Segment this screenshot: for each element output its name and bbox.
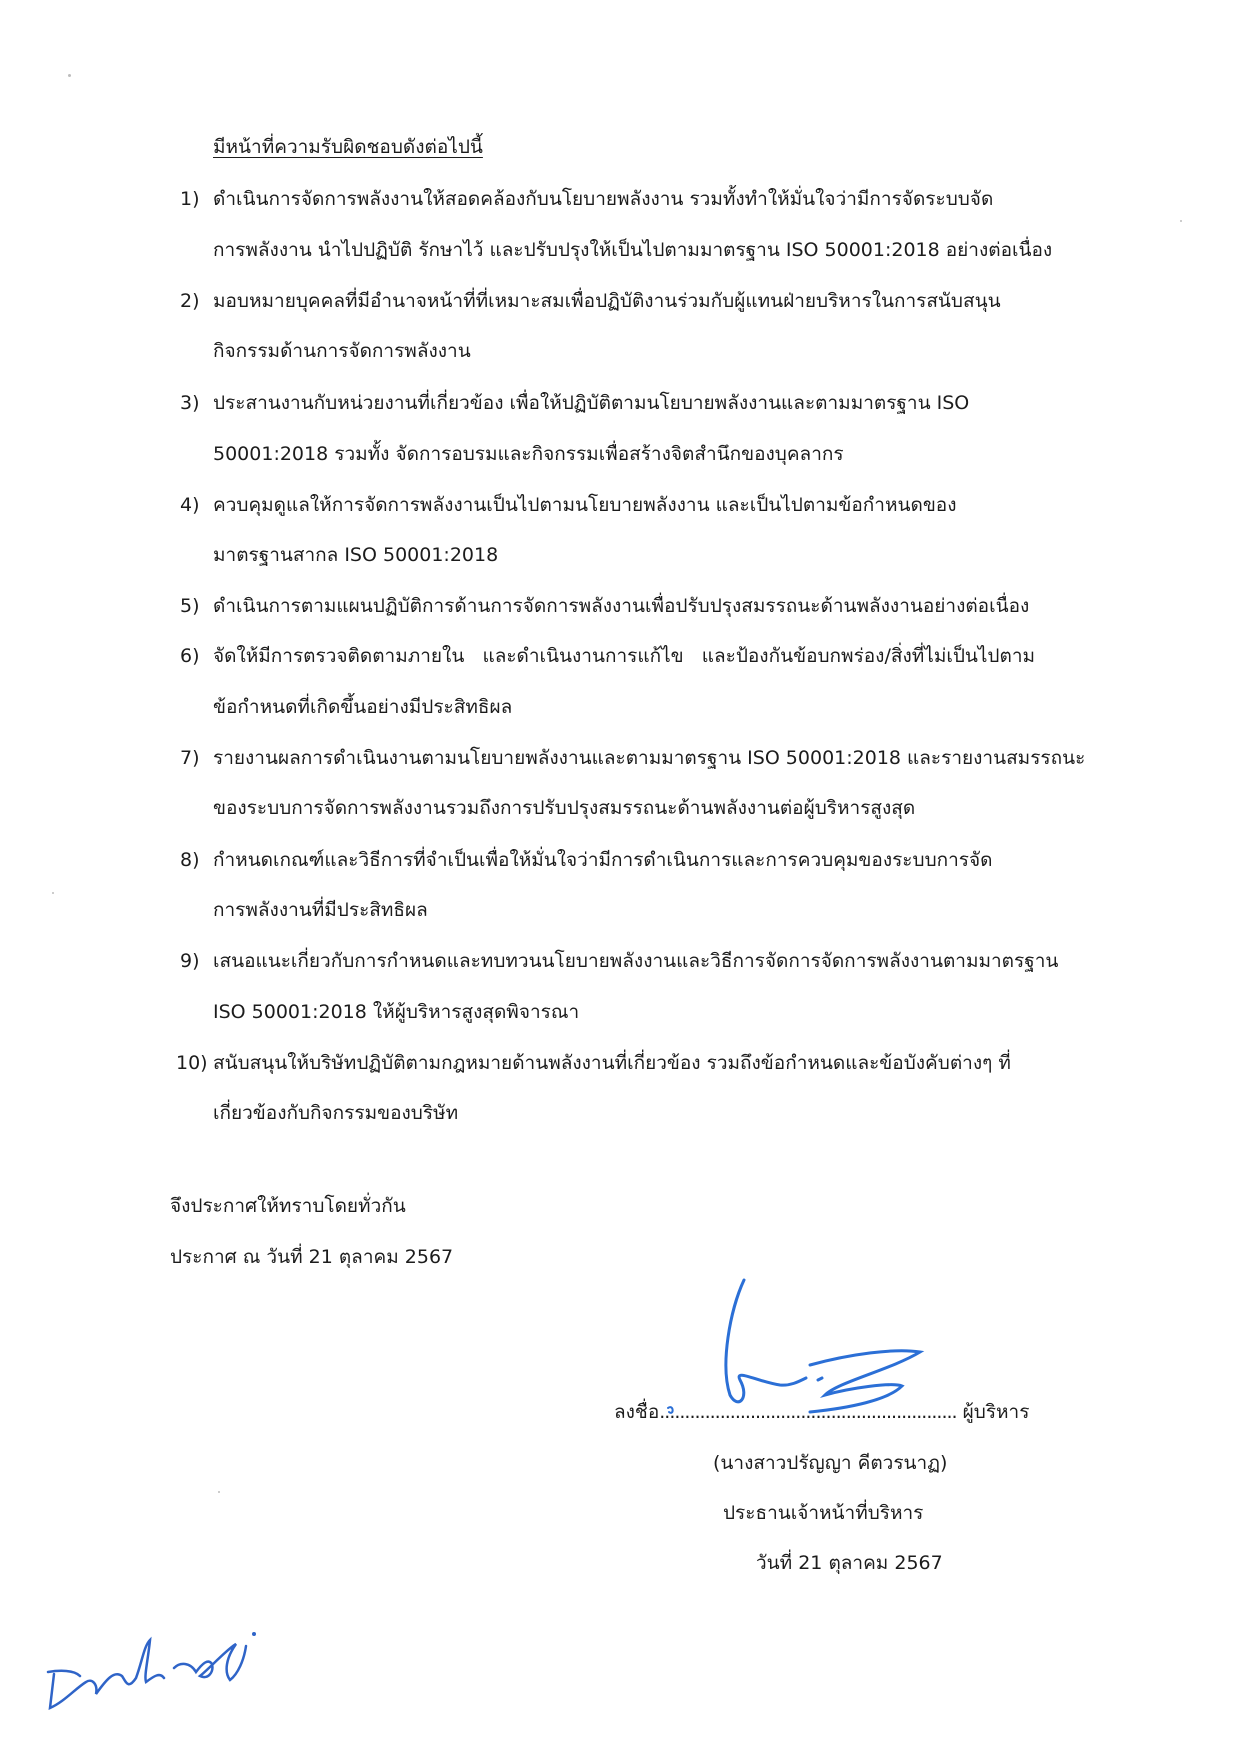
scan-speck: [52, 892, 54, 894]
item-2-line-1: มอบหมายบุคคลที่มีอำนาจหน้าที่ที่เหมาะสมเพื่อปฏิบัติงานร่วมกับผู้แทนฝ่ายบริหารในการสนับสนุน: [213, 290, 1001, 312]
item-7-line-1: รายงานผลการดำเนินงานตามนโยบายพลังงานและตามมาตรฐาน ISO 50001:2018 และรายงานสมรรถนะ: [213, 747, 1086, 769]
item-10-number: 10): [176, 1052, 208, 1074]
item-8-line-1: กำหนดเกณฑ์และวิธีการที่จำเป็นเพื่อให้มั่นใจว่ามีการดำเนินการและการควบคุมของระบบการจัด: [213, 849, 993, 871]
item-5-number: 5): [180, 595, 200, 617]
scan-speck: [1180, 220, 1182, 222]
item-1-line-1: ดำเนินการจัดการพลังงานให้สอดคล้องกับนโยบายพลังงาน รวมทั้งทำให้มั่นใจว่ามีการจัดระบบจัด: [213, 188, 994, 210]
signature-dots: ...........................................................: [659, 1401, 957, 1423]
scan-speck: [68, 74, 71, 77]
item-6-line-2: ข้อกำหนดที่เกิดขึ้นอย่างมีประสิทธิผล: [213, 696, 513, 718]
item-5-line-1: ดำเนินการตามแผนปฏิบัติการด้านการจัดการพลังงานเพื่อปรับปรุงสมรรถนะด้านพลังงานอย่างต่อเนื่อง: [213, 595, 1030, 617]
signature-date: วันที่ 21 ตุลาคม 2567: [756, 1552, 943, 1574]
item-1-number: 1): [180, 188, 200, 210]
signature-prefix: ลงชื่อ: [614, 1401, 660, 1423]
item-3-line-1: ประสานงานกับหน่วยงานที่เกี่ยวข้อง เพื่อให้ปฏิบัติตามนโยบายพลังงานและตามมาตรฐาน ISO: [213, 392, 970, 414]
signature-role: ผู้บริหาร: [962, 1401, 1030, 1423]
handwritten-initials: [40, 1610, 260, 1720]
item-7-number: 7): [180, 747, 200, 769]
announcement-line: จึงประกาศให้ทราบโดยทั่วกัน: [170, 1195, 406, 1217]
signatory-title: ประธานเจ้าหน้าที่บริหาร: [723, 1502, 924, 1524]
item-2-number: 2): [180, 290, 200, 312]
item-3-number: 3): [180, 392, 200, 414]
item-10-line-1: สนับสนุนให้บริษัทปฏิบัติตามกฎหมายด้านพลังงานที่เกี่ยวข้อง รวมถึงข้อกำหนดและข้อบังคับต่างๆ ที่: [213, 1052, 1011, 1074]
item-7-line-2: ของระบบการจัดการพลังงานรวมถึงการปรับปรุงสมรรถนะด้านพลังงานต่อผู้บริหารสูงสุด: [213, 797, 916, 819]
item-9-line-2: ISO 50001:2018 ให้ผู้บริหารสูงสุดพิจารณา: [213, 1001, 580, 1023]
item-1-line-2: การพลังงาน นำไปปฏิบัติ รักษาไว้ และปรับปรุงให้เป็นไปตามมาตรฐาน ISO 50001:2018 อย่างต่อเนื่อง: [213, 239, 1053, 261]
item-6-number: 6): [180, 645, 200, 667]
handwritten-signature: [660, 1270, 950, 1440]
item-4-line-1: ควบคุมดูแลให้การจัดการพลังงานเป็นไปตามนโยบายพลังงาน และเป็นไปตามข้อกำหนดของ: [213, 494, 957, 516]
item-8-number: 8): [180, 849, 200, 871]
signatory-name: (นางสาวปรัญญา คีตวรนาฏ): [713, 1452, 948, 1474]
scan-speck: [218, 1491, 220, 1493]
item-6-line-1: จัดให้มีการตรวจติดตามภายใน และดำเนินงานการแก้ไข และป้องกันข้อบกพร่อง/สิ่งที่ไม่เป็นไปตาม: [213, 645, 1036, 667]
item-9-number: 9): [180, 950, 200, 972]
item-4-number: 4): [180, 494, 200, 516]
announcement-date: ประกาศ ณ วันที่ 21 ตุลาคม 2567: [170, 1246, 454, 1268]
item-10-line-2: เกี่ยวข้องกับกิจกรรมของบริษัท: [213, 1102, 459, 1124]
item-8-line-2: การพลังงานที่มีประสิทธิผล: [213, 899, 428, 921]
item-2-line-2: กิจกรรมด้านการจัดการพลังงาน: [213, 340, 471, 362]
item-3-line-2: 50001:2018 รวมทั้ง จัดการอบรมและกิจกรรมเพื่อสร้างจิตสำนึกของบุคลากร: [213, 443, 844, 465]
item-4-line-2: มาตรฐานสากล ISO 50001:2018: [213, 544, 499, 566]
item-9-line-1: เสนอแนะเกี่ยวกับการกำหนดและทบทวนนโยบายพลังงานและวิธีการจัดการจัดการพลังงานตามมาตรฐาน: [213, 950, 1059, 972]
section-heading: มีหน้าที่ความรับผิดชอบดังต่อไปนี้: [213, 136, 483, 158]
